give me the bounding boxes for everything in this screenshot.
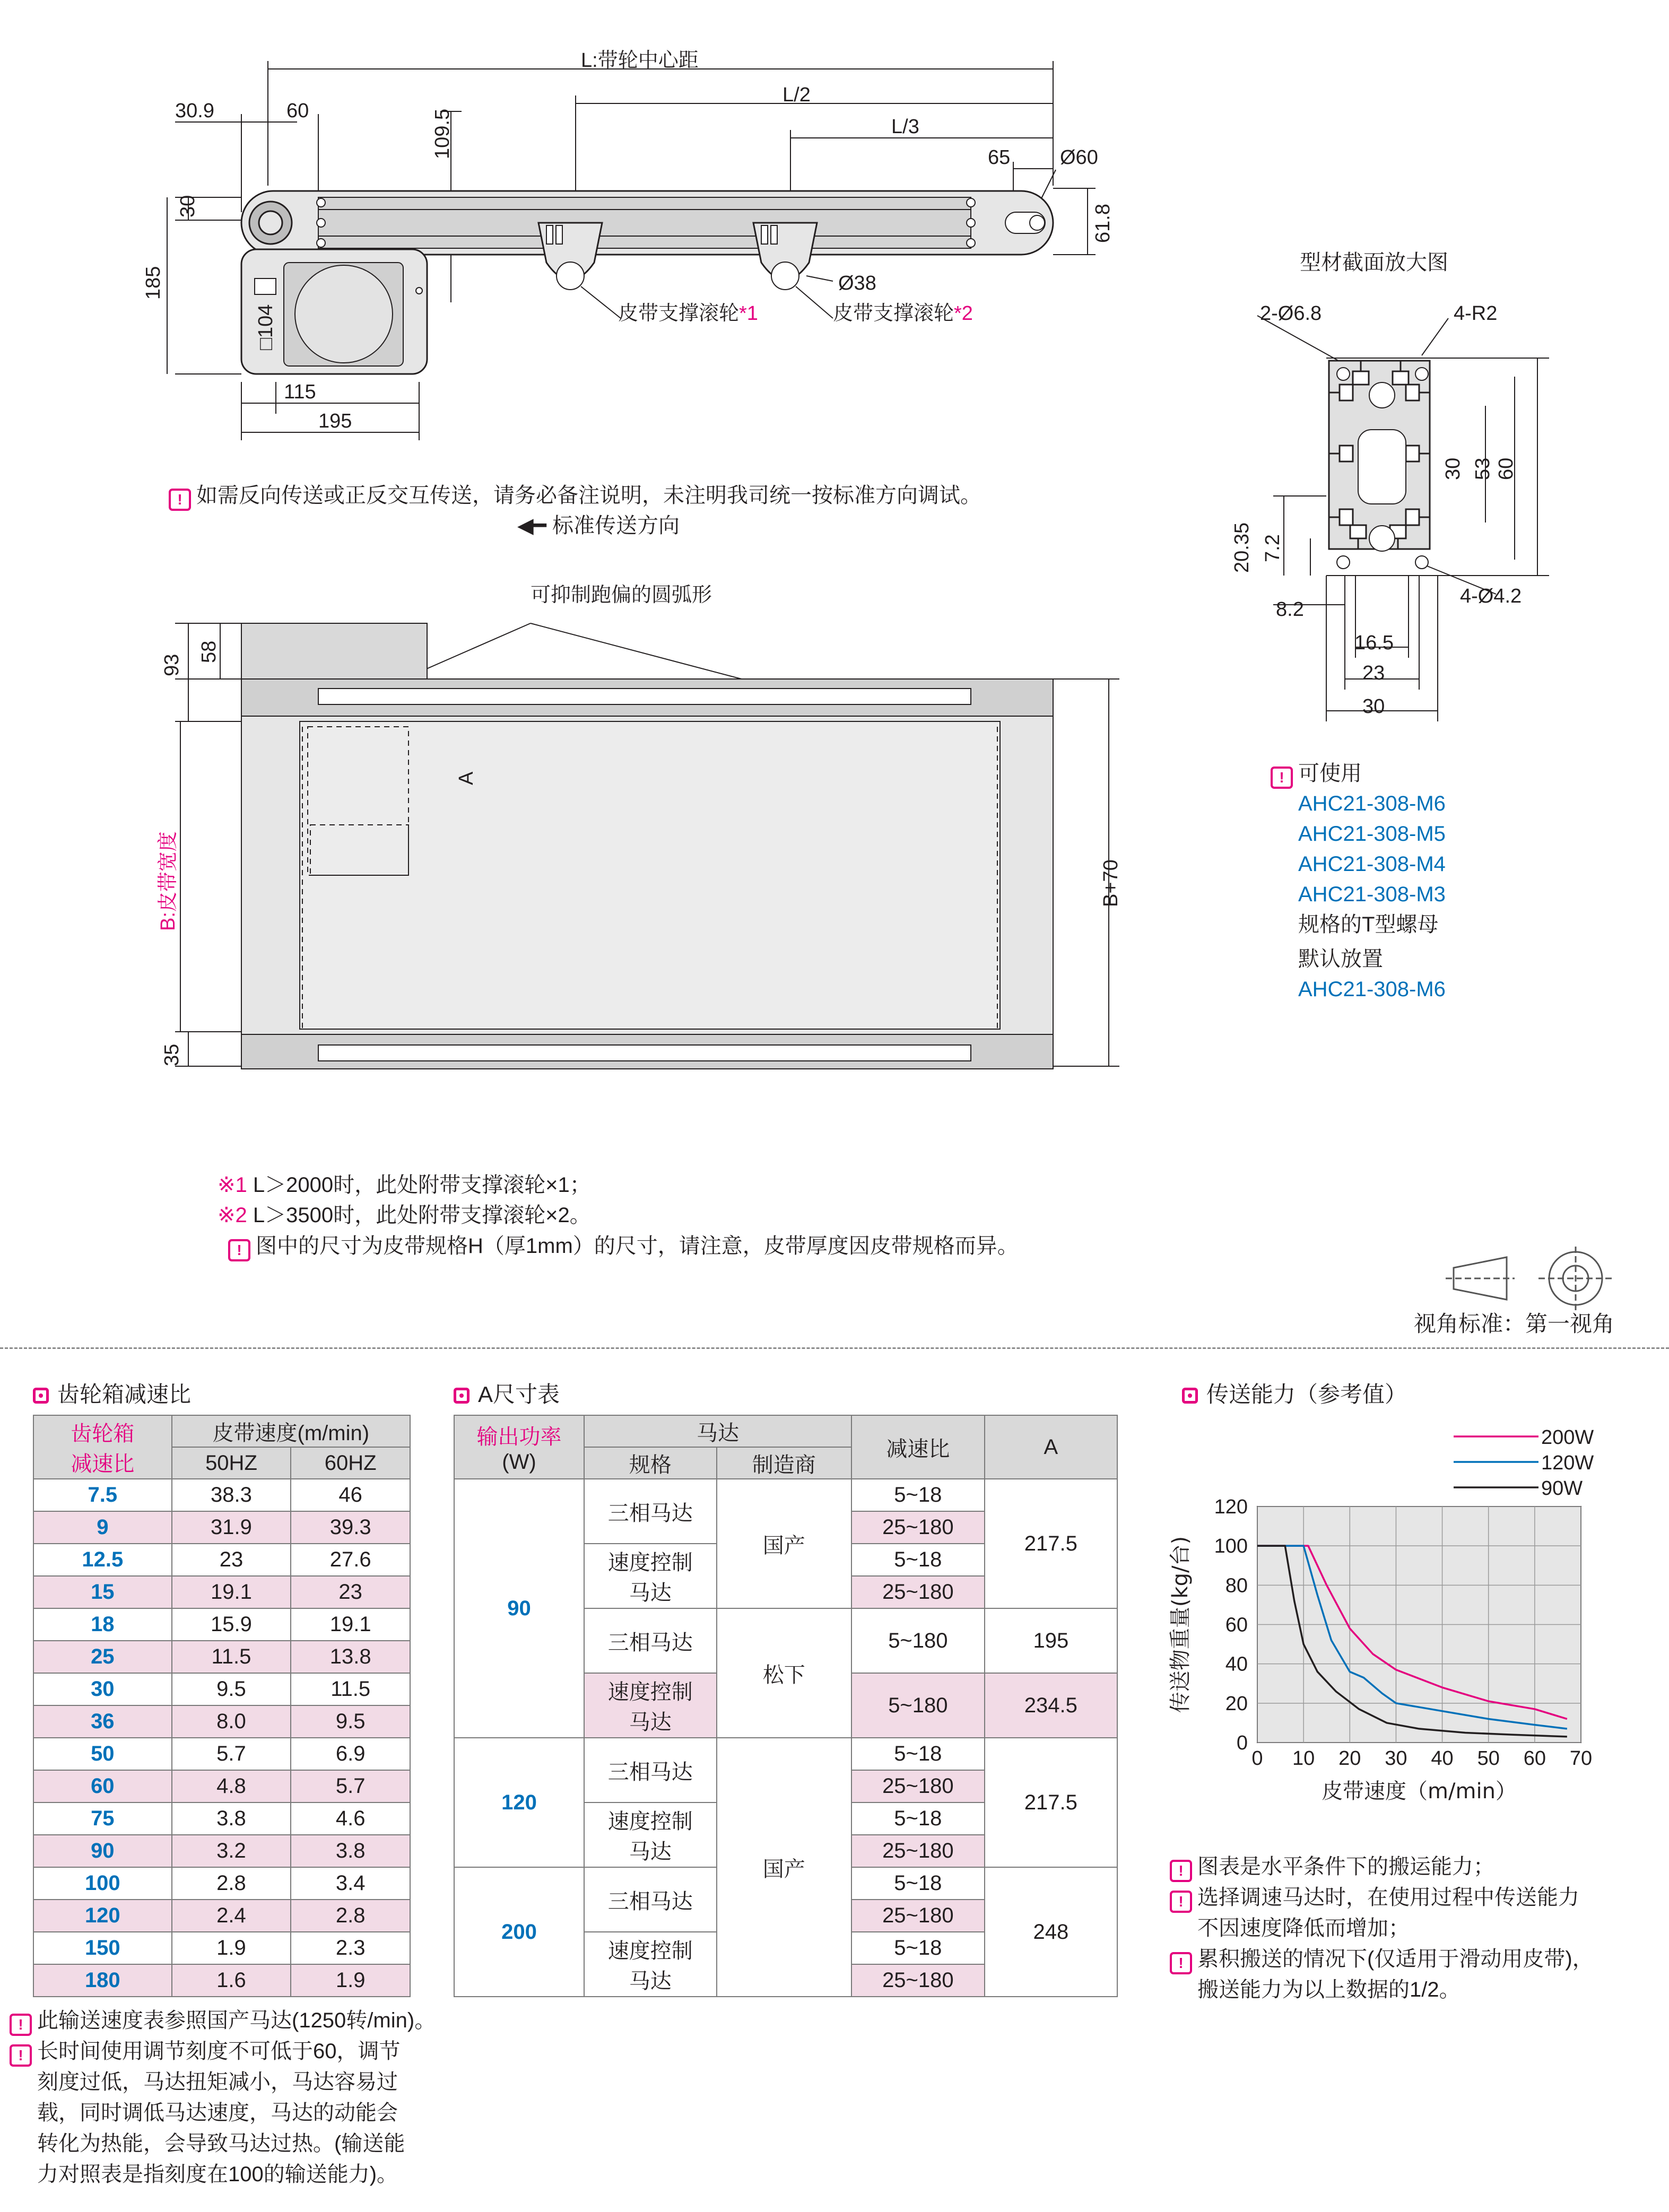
- table-row: 200 三相马达 5~18 248: [454, 1867, 1117, 1900]
- table-row: 90 3.2 3.8: [33, 1835, 410, 1867]
- profile-dim-20-35: 20.35: [1231, 522, 1253, 573]
- x-tick-label: 70: [1569, 1747, 1593, 1770]
- first-angle-projection-icon: [1443, 1247, 1645, 1310]
- table-row: 9 31.9 39.3: [33, 1511, 410, 1544]
- capacity-chart: [1157, 1411, 1634, 1814]
- direction-label: ◀━ 标准传送方向: [517, 514, 680, 537]
- top-view-drawing: [0, 573, 1220, 1082]
- col-speed: 皮带速度(m/min): [172, 1415, 410, 1447]
- dim-93: 93: [161, 654, 183, 676]
- x-axis-label: 皮带速度（m/min）: [1322, 1779, 1517, 1804]
- col-power-unit: (W): [502, 1450, 536, 1474]
- gear-note-2-line: 刻度过低，马达扭矩减小，马达容易过: [37, 2070, 398, 2094]
- footnote-2: ※2 L＞3500时，此处附带支撑滚轮×2。: [218, 1204, 591, 1227]
- table-row: 速度控制 马达 5~18: [454, 1932, 1117, 1964]
- x-tick-label: 10: [1292, 1747, 1315, 1770]
- table-row: 36 8.0 9.5: [33, 1705, 410, 1738]
- dim-65: 65: [988, 146, 1011, 169]
- profile-dim-16-5: 16.5: [1354, 632, 1394, 654]
- gear-note-1: ! 此输送速度表参照国产马达(1250转/min)。: [10, 2005, 436, 2036]
- a-table-title: A尺寸表: [454, 1383, 560, 1406]
- col-motor: 马达: [584, 1415, 851, 1447]
- table-row: 12.5 23 27.6: [33, 1544, 410, 1576]
- table-row: 25~180: [454, 1576, 1117, 1608]
- table-row: 100 2.8 3.4: [33, 1867, 410, 1900]
- section-icon: [1182, 1388, 1198, 1404]
- roller1-label: 皮带支撑滚轮*1: [618, 302, 758, 325]
- warning-icon: !: [1170, 1860, 1192, 1882]
- legend-label: 120W: [1541, 1452, 1594, 1474]
- dim-58: 58: [198, 640, 220, 663]
- view-standard: 视角标准：第一视角: [1414, 1311, 1615, 1336]
- col-ratio-1: 齿轮箱: [71, 1422, 135, 1445]
- table-row: 25~180: [454, 1770, 1117, 1802]
- profile-dim-4-42: 4-Ø4.2: [1460, 585, 1522, 607]
- usable-title: ! 可使用: [1271, 759, 1446, 789]
- capacity-note-cont: 搬送能力为以上数据的1/2。: [1197, 1978, 1461, 2001]
- dim-L-half: L/2: [783, 84, 811, 106]
- y-tick-label: 100: [1214, 1535, 1248, 1558]
- profile-title: 型材截面放大图: [1300, 251, 1448, 274]
- dim-109-5: 109.5: [431, 108, 454, 159]
- capacity-notes: [1170, 1851, 1594, 2005]
- table-row: 25~180: [454, 1964, 1117, 1997]
- dim-A: A: [455, 771, 477, 785]
- warning-icon: !: [1271, 767, 1293, 789]
- col-ratio-2: 减速比: [71, 1452, 135, 1476]
- warning-icon: !: [10, 2014, 32, 2036]
- nut-suffix: 规格的T型螺母: [1298, 913, 1439, 936]
- dim-30-9: 30.9: [175, 100, 214, 122]
- warning-icon: !: [169, 489, 191, 511]
- legend-label: 90W: [1541, 1477, 1583, 1500]
- y-axis-label: 传送物重量(kg/台): [1168, 1536, 1193, 1713]
- legend-label: 200W: [1541, 1426, 1594, 1449]
- section-icon: [454, 1388, 470, 1404]
- t-nut-info: [1271, 759, 1446, 1005]
- y-tick-label: 80: [1225, 1574, 1248, 1597]
- col-60hz: 60HZ: [291, 1447, 410, 1479]
- profile-dim-30v: 30: [1442, 457, 1464, 480]
- capacity-note: ! 累积搬送的情况下(仅适用于滑动用皮带)，: [1170, 1944, 1594, 1974]
- gear-notes: [10, 2005, 436, 2190]
- table-row: 速度控制 马达 5~180 234.5: [454, 1673, 1117, 1705]
- dim-60: 60: [286, 100, 309, 122]
- capacity-note: ! 图表是水平条件下的搬运能力；: [1170, 1851, 1594, 1882]
- roller2-label: 皮带支撑滚轮*2: [833, 302, 973, 325]
- x-tick-label: 60: [1523, 1747, 1546, 1770]
- warning-icon: !: [1170, 1891, 1192, 1913]
- nut-item: AHC21-308-M5: [1298, 822, 1446, 846]
- default-title: 默认放置: [1298, 947, 1383, 971]
- reverse-note: ! 如需反向传送或正反交互传送，请务必备注说明，未注明我司统一按标准方向调试。: [169, 480, 981, 511]
- profile-dim-4-r2: 4-R2: [1454, 302, 1498, 325]
- arrow-left-icon: ◀━: [517, 514, 552, 537]
- table-row: 三相马达 松下 5~180 195: [454, 1608, 1117, 1641]
- profile-dim-30h: 30: [1362, 695, 1385, 718]
- warning-icon: !: [1170, 1952, 1192, 1974]
- col-ratio: 减速比: [851, 1415, 985, 1479]
- x-tick-label: 40: [1431, 1747, 1454, 1770]
- profile-dim-60v: 60: [1495, 457, 1517, 480]
- dim-195: 195: [318, 410, 352, 432]
- table-row: 25~180: [454, 1511, 1117, 1544]
- table-row: 120 2.4 2.8: [33, 1900, 410, 1932]
- profile-dim-2-68: 2-Ø6.8: [1260, 302, 1322, 325]
- gear-note-2-line: 力对照表是指刻度在100的输送能力)。: [37, 2163, 398, 2186]
- x-tick-label: 30: [1385, 1747, 1407, 1770]
- table-row: 25~180: [454, 1900, 1117, 1932]
- dim-61-8: 61.8: [1092, 204, 1114, 243]
- profile-dim-53: 53: [1472, 457, 1494, 480]
- table-row: 7.5 38.3 46: [33, 1479, 410, 1511]
- x-tick-label: 20: [1338, 1747, 1361, 1770]
- nut-item: AHC21-308-M3: [1298, 883, 1446, 906]
- footnote-3: ! 图中的尺寸为皮带规格H（厚1mm）的尺寸，请注意，皮带厚度因皮带规格而异。: [228, 1231, 1019, 1261]
- dim-L: L:带轮中心距: [581, 49, 699, 72]
- default-nut: AHC21-308-M6: [1298, 978, 1446, 1001]
- col-a: A: [985, 1415, 1117, 1479]
- profile-dim-7-2: 7.2: [1262, 534, 1284, 562]
- dim-30: 30: [177, 195, 199, 217]
- table-row: 25~180: [454, 1835, 1117, 1867]
- belt-width-label: B:皮带宽度: [157, 831, 179, 931]
- table-row: 25 11.5 13.8: [33, 1641, 410, 1673]
- table-row: 速度控制 马达 5~18: [454, 1802, 1117, 1835]
- table-row: 120 三相马达 国产 5~18 217.5: [454, 1738, 1117, 1770]
- x-tick-label: 50: [1477, 1747, 1500, 1770]
- y-tick-label: 20: [1225, 1692, 1248, 1715]
- nut-item: AHC21-308-M4: [1298, 852, 1446, 876]
- profile-section-drawing: [1220, 297, 1592, 737]
- dim-L-third: L/3: [891, 116, 919, 138]
- profile-dim-23: 23: [1362, 662, 1385, 684]
- y-tick-label: 0: [1236, 1732, 1248, 1754]
- gear-note-2: ! 长时间使用调节刻度不可低于60，调节: [10, 2036, 436, 2067]
- table-row: 30 9.5 11.5: [33, 1673, 410, 1705]
- warning-icon: !: [228, 1239, 250, 1261]
- y-tick-label: 120: [1214, 1496, 1248, 1518]
- dim-35: 35: [161, 1043, 183, 1066]
- gear-note-2-line: 转化为热能，会导致马达过热。(输送能: [37, 2132, 405, 2155]
- gear-table-title: 齿轮箱减速比: [33, 1383, 191, 1406]
- gear-note-2-line: 载，同时调低马达速度，马达的动能会: [37, 2101, 398, 2124]
- footnote-1: ※1 L＞2000时，此处附带支撑滚轮×1；: [218, 1173, 591, 1197]
- profile-dim-8-2: 8.2: [1276, 598, 1304, 621]
- dim-185: 185: [142, 266, 164, 300]
- dim-dia38: Ø38: [838, 272, 876, 294]
- dim-sq104: □104: [255, 304, 277, 350]
- table-row: 75 3.8 4.6: [33, 1802, 410, 1835]
- col-50hz: 50HZ: [172, 1447, 291, 1479]
- dim-dia60: Ø60: [1060, 146, 1098, 169]
- section-icon: [33, 1388, 49, 1404]
- col-spec: 规格: [584, 1447, 717, 1479]
- col-maker: 制造商: [717, 1447, 852, 1479]
- col-power: 输出功率: [476, 1425, 562, 1449]
- nut-item: AHC21-308-M6: [1298, 792, 1446, 815]
- table-row: 15 19.1 23: [33, 1576, 410, 1608]
- y-tick-label: 60: [1225, 1614, 1248, 1636]
- x-tick-label: 0: [1251, 1747, 1263, 1770]
- table-row: 速度控制 马达 5~18: [454, 1544, 1117, 1576]
- dim-115: 115: [284, 381, 316, 403]
- capacity-note-cont: 不因速度降低而增加；: [1197, 1917, 1410, 1940]
- y-tick-label: 40: [1225, 1653, 1248, 1676]
- gear-ratio-table: [33, 1415, 411, 1997]
- capacity-title: 传送能力（参考值）: [1182, 1383, 1407, 1406]
- warning-icon: !: [10, 2044, 32, 2067]
- table-row: 18 15.9 19.1: [33, 1608, 410, 1641]
- table-row: 60 4.8 5.7: [33, 1770, 410, 1802]
- table-row: 180 1.6 1.9: [33, 1964, 410, 1997]
- a-dimension-table: [454, 1415, 1118, 1997]
- table-row: 90 三相马达 国产 5~18 217.5: [454, 1479, 1117, 1511]
- table-row: 150 1.9 2.3: [33, 1932, 410, 1964]
- table-row: 50 5.7 6.9: [33, 1738, 410, 1770]
- section-divider: [0, 1347, 1669, 1349]
- dim-B70: B+70: [1100, 859, 1122, 907]
- capacity-note: ! 选择调速马达时，在使用过程中传送能力: [1170, 1882, 1594, 1913]
- arc-label: 可抑制跑偏的圆弧形: [531, 584, 712, 606]
